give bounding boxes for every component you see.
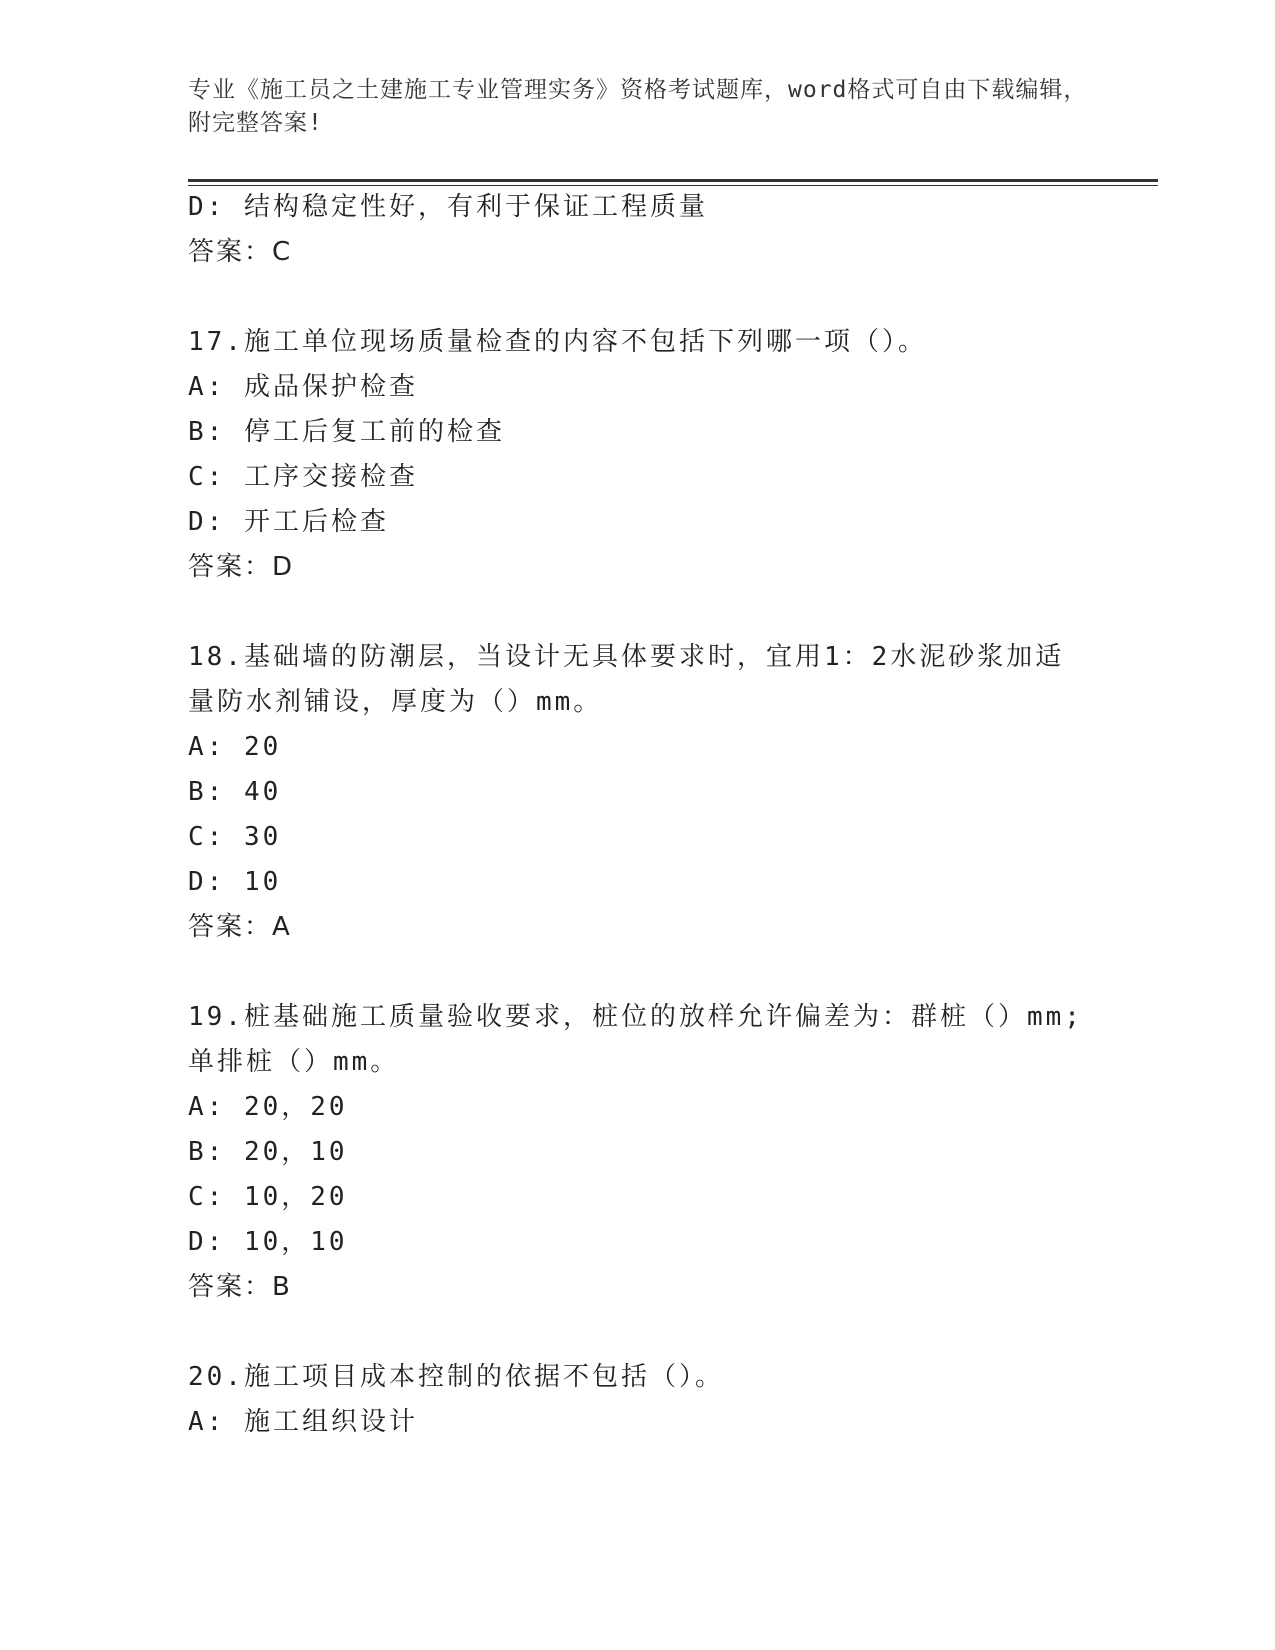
q17-option-c: C: 工序交接检查 <box>188 462 418 492</box>
q18-stem-line2: 量防水剂铺设，厚度为（）mm。 <box>188 687 603 717</box>
q19-answer: 答案：B <box>188 1272 292 1302</box>
q17-answer: 答案：D <box>188 552 295 582</box>
q19-option-c: C: 10，20 <box>188 1182 348 1212</box>
q19-stem-line2: 单排桩（）mm。 <box>188 1047 400 1077</box>
q17-option-a: A: 成品保护检查 <box>188 372 418 402</box>
q16-answer: 答案：C <box>188 237 293 267</box>
q18-option-a: A: 20 <box>188 732 282 762</box>
q17-option-d: D: 开工后检查 <box>188 507 389 537</box>
q18-option-d: D: 10 <box>188 867 282 897</box>
q19-option-d: D: 10，10 <box>188 1227 348 1257</box>
document-intro: 专业《施工员之土建施工专业管理实务》资格考试题库，word格式可自由下载编辑，附完整答案! <box>188 77 1088 136</box>
header-divider-thin <box>188 185 1158 186</box>
q20-option-a: A: 施工组织设计 <box>188 1407 418 1437</box>
q18-answer: 答案：A <box>188 912 292 942</box>
q19-option-a: A: 20，20 <box>188 1092 348 1122</box>
q17-option-b: B: 停工后复工前的检查 <box>188 417 505 447</box>
q17-stem: 17.施工单位现场质量检查的内容不包括下列哪一项（）。 <box>188 327 927 357</box>
q18-option-c: C: 30 <box>188 822 282 852</box>
q18-stem-line1: 18.基础墙的防潮层，当设计无具体要求时，宜用1：2水泥砂浆加适 <box>188 642 1065 672</box>
q19-option-b: B: 20，10 <box>188 1137 348 1167</box>
q18-option-b: B: 40 <box>188 777 282 807</box>
q16-option-d: D: 结构稳定性好，有利于保证工程质量 <box>188 192 708 222</box>
q20-stem: 20.施工项目成本控制的依据不包括（）。 <box>188 1362 724 1392</box>
q19-stem-line1: 19.桩基础施工质量验收要求，桩位的放样允许偏差为：群桩（）mm; <box>188 1002 1083 1032</box>
header-divider-thick <box>188 179 1158 182</box>
